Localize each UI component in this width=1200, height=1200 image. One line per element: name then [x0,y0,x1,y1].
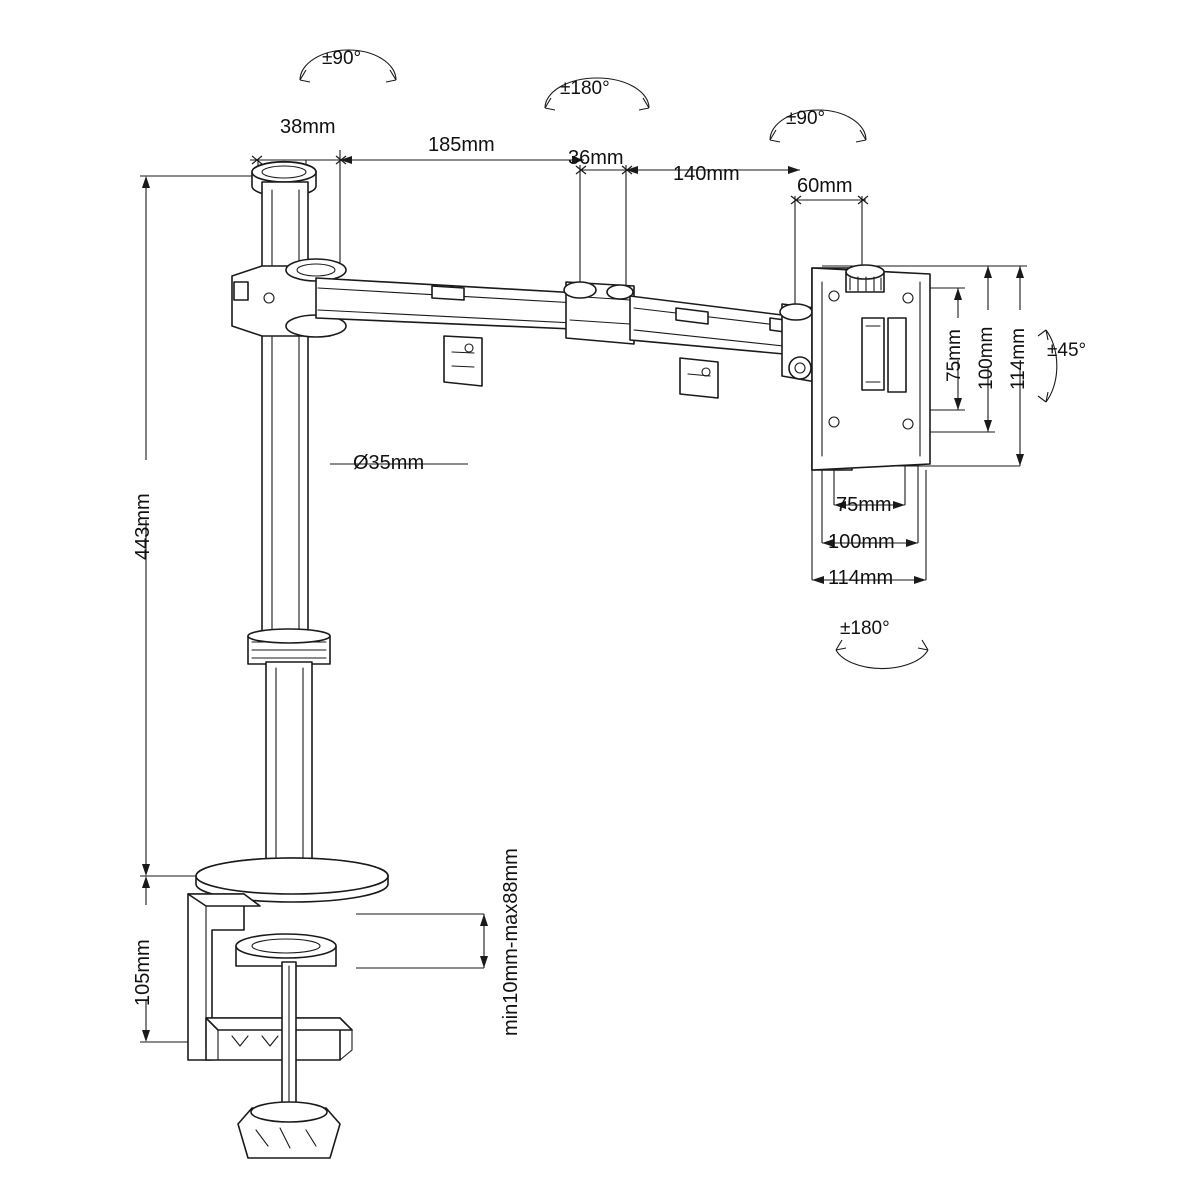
rotation-label-pole: ±90° [322,48,362,69]
vesa-vertical-label-75mm: 75mm [944,329,965,382]
dimension-label-140mm: 140mm [673,163,740,185]
dimension-label-105mm: 105mm [132,939,154,1006]
rotation-label-tilt: ±45° [1047,340,1087,361]
dimension-label-pole-diameter: Ø35mm [353,452,425,474]
dimension-label-38mm: 38mm [280,116,336,138]
vesa-horizontal-label-75mm: 75mm [836,494,892,516]
vesa-vertical-label-100mm: 100mm [976,326,997,390]
dimension-label-36mm: 36mm [568,147,624,169]
rotation-label-arm-joint: ±180° [560,78,610,99]
dimension-label-60mm: 60mm [797,175,853,197]
dimension-label-clamp-range: min10mm-max88mm [500,848,522,1036]
rotation-label-screen-swivel: ±180° [840,618,890,639]
vesa-horizontal-label-100mm: 100mm [828,531,895,553]
dimension-label-185mm: 185mm [428,134,495,156]
dimension-label-443mm: 443mm [132,493,154,560]
mount-illustration [188,162,930,1158]
vesa-horizontal-label-114mm: 114mm [828,567,894,589]
clamp-range-leader [356,914,488,968]
rotation-label-forearm: ±90° [786,108,826,129]
vesa-vertical-label-114mm: 114mm [1008,328,1029,390]
